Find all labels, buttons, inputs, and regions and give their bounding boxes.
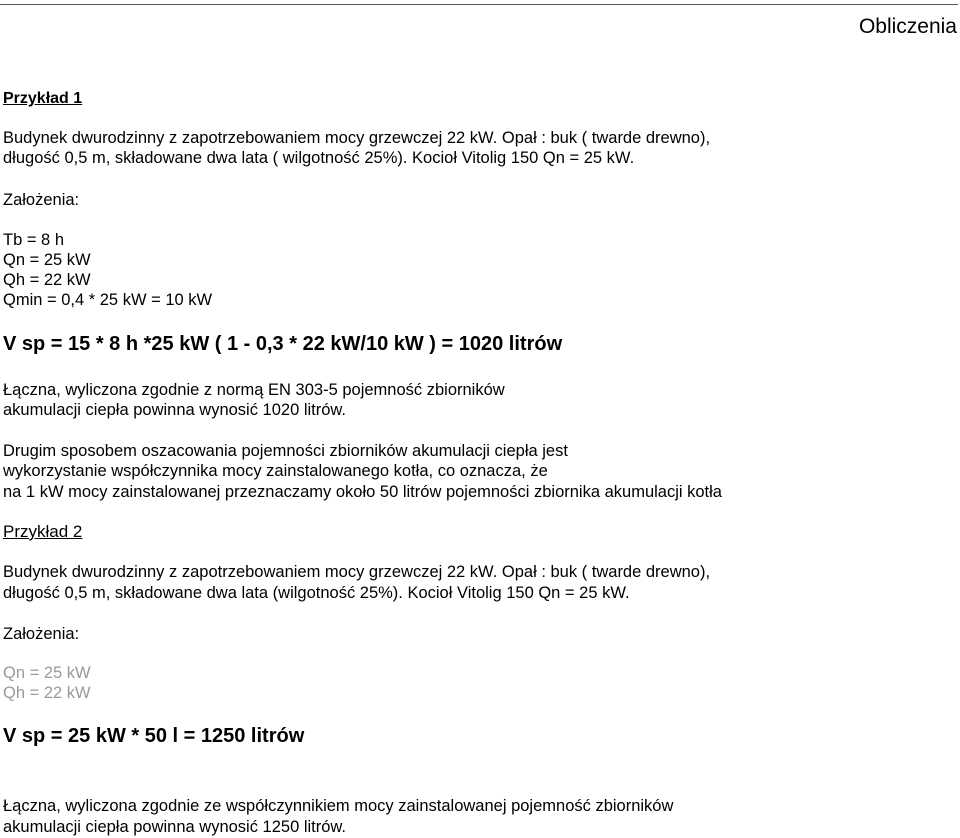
example-1-result-line-2: akumulacji ciepła powinna wynosić 1020 litrów. — [3, 401, 347, 419]
example-1-assumption-qmin: Qmin = 0,4 * 25 kW = 10 kW — [3, 291, 213, 309]
example-1-description-line-1: Budynek dwurodzinny z zapotrzebowaniem mocy grzewczej 22 kW. Opał : buk ( twarde drewno), — [3, 129, 711, 147]
example-1-assumption-qh: Qh = 22 kW — [3, 271, 91, 289]
example-2-assumption-qn: Qn = 25 kW — [3, 664, 91, 682]
example-1-description-line-2: długość 0,5 m, składowane dwa lata ( wilgotność 25%). Kocioł Vitolig 150 Qn = 25 kW. — [3, 149, 635, 167]
second-method-line-2: wykorzystanie współczynnika mocy zainstalowanego kotła, co oznacza, że — [3, 462, 548, 480]
example-2-assumptions-label: Założenia: — [3, 625, 80, 643]
example-2-description-line-2: długość 0,5 m, składowane dwa lata (wilgotność 25%). Kocioł Vitolig 150 Qn = 25 kW. — [3, 584, 630, 602]
example-1-formula: V sp = 15 * 8 h *25 kW ( 1 - 0,3 * 22 kW/10 kW ) = 1020 litrów — [3, 333, 563, 355]
example-2-assumption-qh: Qh = 22 kW — [3, 684, 91, 702]
example-1-heading: Przykład 1 — [3, 90, 83, 107]
example-1-assumptions-label: Założenia: — [3, 191, 80, 209]
example-1-assumption-qn: Qn = 25 kW — [3, 251, 91, 269]
example-2-result-line-1: Łączna, wyliczona zgodnie ze współczynnikiem mocy zainstalowanej pojemność zbiorników — [3, 797, 674, 815]
example-1-result-line-1: Łączna, wyliczona zgodnie z normą EN 303-5 pojemność zbiorników — [3, 381, 505, 399]
page-title: Obliczenia — [858, 15, 957, 38]
example-1-assumption-tb: Tb = 8 h — [3, 231, 64, 249]
second-method-line-1: Drugim sposobem oszacowania pojemności zbiorników akumulacji ciepła jest — [3, 442, 568, 460]
example-2-formula: V sp = 25 kW * 50 l = 1250 litrów — [3, 725, 305, 747]
second-method-line-3: na 1 kW mocy zainstalowanej przeznaczamy około 50 litrów pojemności zbiornika akumulacji kotła — [3, 483, 722, 501]
example-2-description-line-1: Budynek dwurodzinny z zapotrzebowaniem mocy grzewczej 22 kW. Opał : buk ( twarde drewno), — [3, 563, 711, 581]
example-2-result-line-2: akumulacji ciepła powinna wynosić 1250 litrów. — [3, 818, 347, 836]
example-2-heading: Przykład 2 — [3, 522, 83, 541]
top-rule — [0, 4, 958, 5]
